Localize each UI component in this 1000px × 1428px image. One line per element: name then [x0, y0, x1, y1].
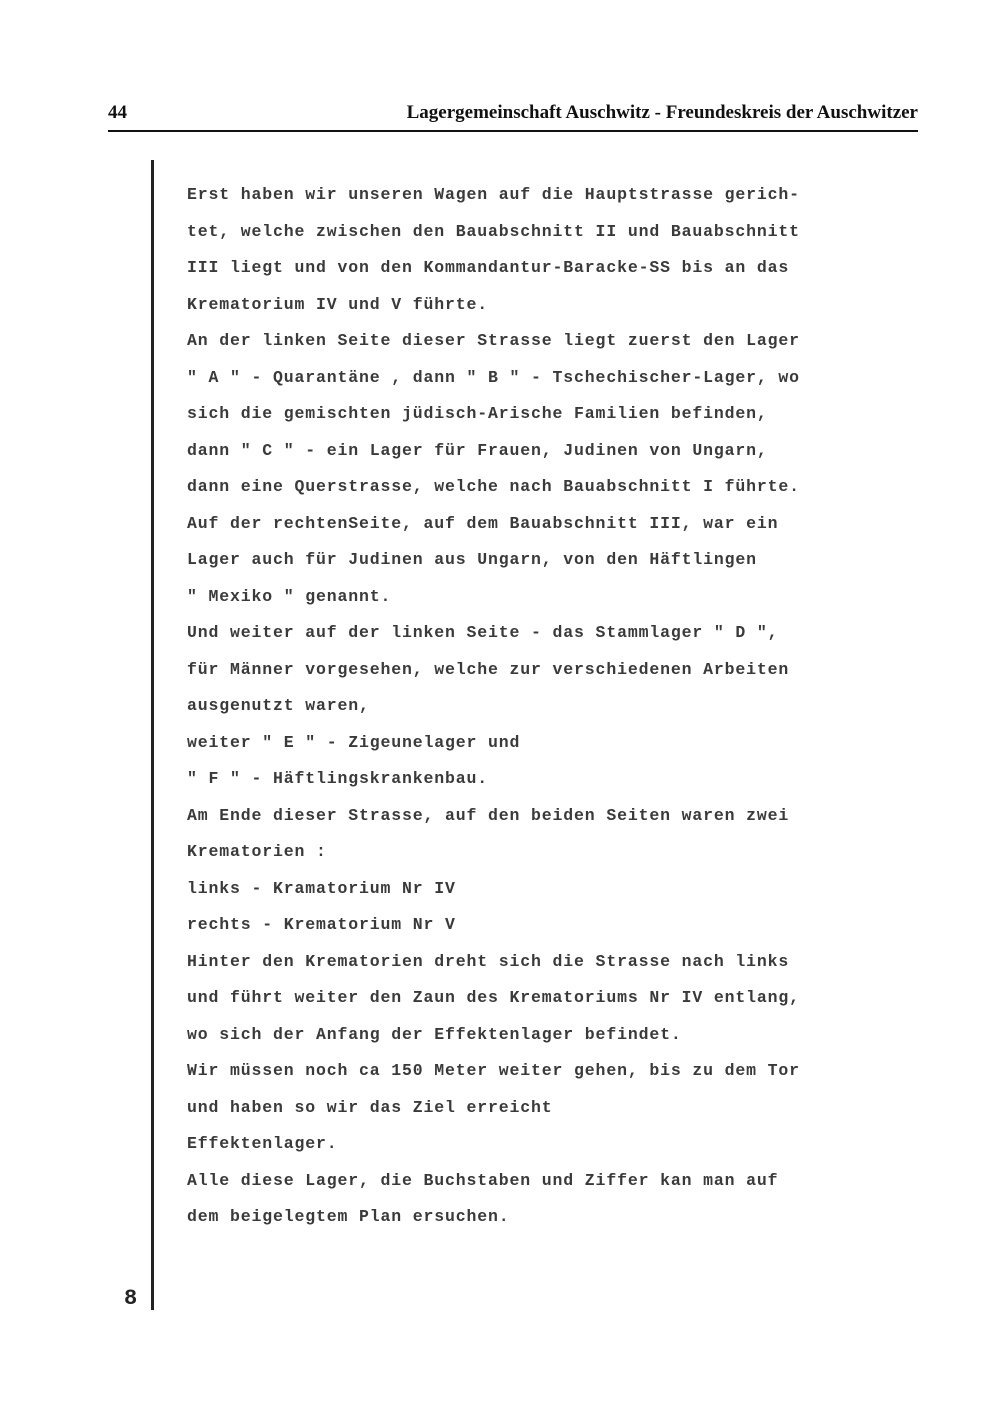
text-line: links - Kramatorium Nr IV [187, 878, 456, 898]
text-line: Wir müssen noch ca 150 Meter weiter gehen, bis zu dem Tor [187, 1061, 800, 1080]
text-line: weiter " E " - Zigeunelager und [187, 732, 521, 752]
text-line: " Mexiko " genannt. [187, 586, 392, 606]
typewritten-text [187, 183, 800, 1242]
margin-line [151, 160, 154, 1310]
text-line: " A " - Quarantäne , dann " B " - Tschechischer-Lager, wo [187, 367, 800, 387]
text-line: An der linken Seite dieser Strasse liegt zuerst den Lager [187, 331, 800, 350]
text-line: Auf der rechtenSeite, auf dem Bauabschnitt III, war ein [187, 513, 779, 533]
text-line: Am Ende dieser Strasse, auf den beiden Seiten waren zwei [187, 805, 790, 825]
text-line: und haben so wir das Ziel erreicht [187, 1097, 553, 1117]
text-line: für Männer vorgesehen, welche zur verschiedenen Arbeiten [187, 659, 790, 679]
text-line: dem beigelegtem Plan ersuchen. [187, 1207, 510, 1226]
text-line: dann " C " - ein Lager für Frauen, Judinen von Ungarn, [187, 440, 768, 460]
text-line: Effektenlager. [187, 1134, 338, 1153]
page-number: 44 [108, 102, 127, 123]
text-line: Erst haben wir unseren Wagen auf die Hauptstrasse gerich- [187, 185, 800, 204]
text-line: wo sich der Anfang der Effektenlager befindet. [187, 1024, 682, 1044]
text-line: und führt weiter den Zaun des Krematoriums Nr IV entlang, [187, 988, 800, 1007]
text-line: Lager auch für Judinen aus Ungarn, von den Häftlingen [187, 550, 757, 569]
text-line: Und weiter auf der linken Seite - das Stammlager " D ", [187, 623, 779, 642]
text-line: Hinter den Krematorien dreht sich die Strasse nach links [187, 951, 790, 971]
text-line: " F " - Häftlingskrankenbau. [187, 769, 489, 788]
text-line: Alle diese Lager, die Buchstaben und Ziffer kan man auf [187, 1170, 779, 1190]
text-line: rechts - Krematorium Nr V [187, 915, 456, 934]
text-line: tet, welche zwischen den Bauabschnitt II und Bauabschnitt [187, 221, 800, 241]
scan-page-number: 8 [124, 1286, 138, 1311]
text-line: ausgenutzt waren, [187, 696, 370, 715]
text-line: III liegt und von den Kommandantur-Baracke-SS bis an das [187, 258, 790, 277]
text-line: Krematorium IV und V führte. [187, 294, 489, 314]
header-rule [108, 130, 918, 132]
running-header-title: Lagergemeinschaft Auschwitz - Freundeskreis der Auschwitzer [406, 102, 918, 123]
text-line: sich die gemischten jüdisch-Arische Familien befinden, [187, 404, 768, 423]
text-line: dann eine Querstrasse, welche nach Bauabschnitt I führte. [187, 477, 800, 496]
text-line: Krematorien : [187, 842, 327, 861]
